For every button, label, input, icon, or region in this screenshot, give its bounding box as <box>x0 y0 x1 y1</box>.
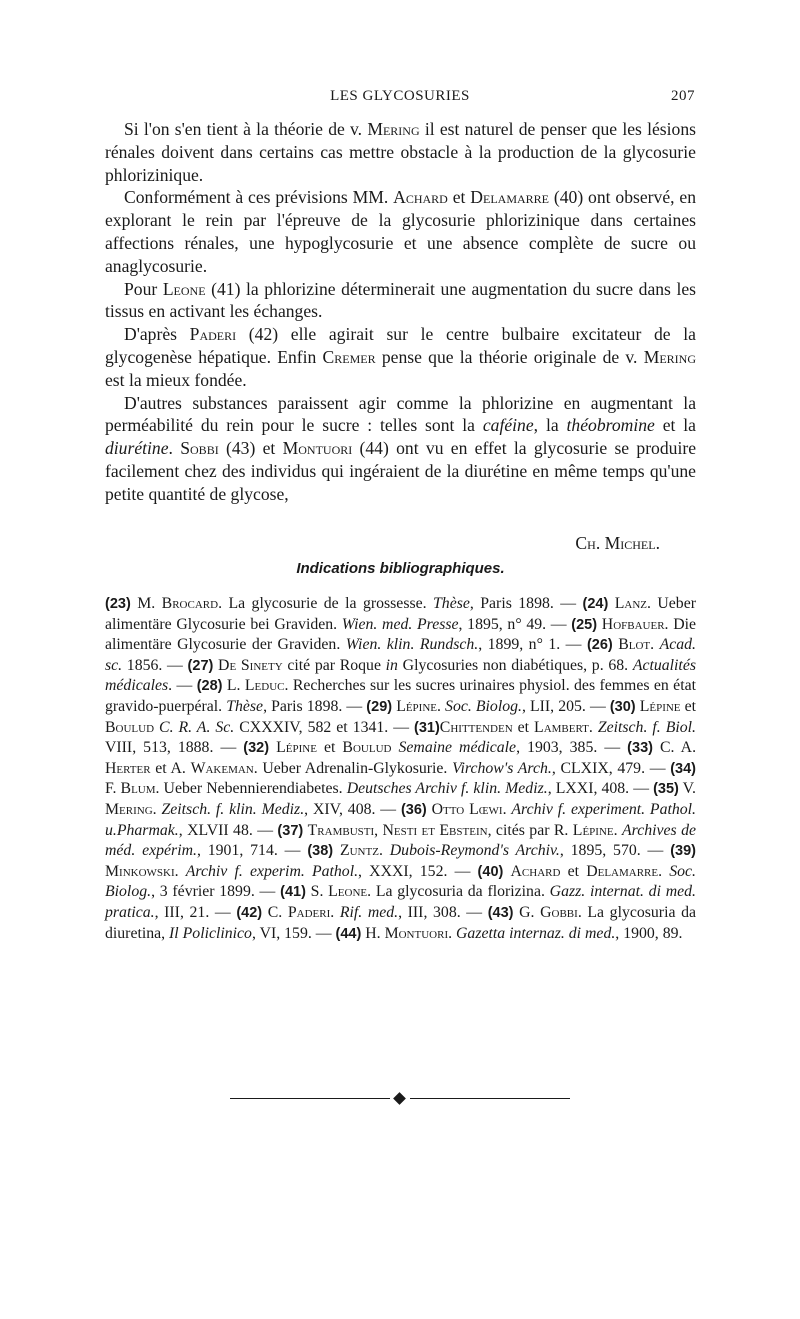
reference-number: (28) <box>196 678 223 695</box>
reference-number: (40) <box>477 863 504 880</box>
text-run: . <box>378 842 390 860</box>
text-run: cité par Roque <box>282 656 386 674</box>
text-run: D'autres substances paraissent agir comme la phlorizine en augmentant la perméabilité du rein pour le sucre : telles sont la <box>105 392 696 436</box>
text-run: , cités par R. <box>487 821 573 839</box>
text-run: , 1903, 385. — <box>516 739 628 757</box>
text-run: . <box>168 438 181 459</box>
text-run: et <box>512 718 535 736</box>
reference-number: (34) <box>670 760 697 777</box>
author-name: Blot <box>618 636 651 654</box>
author-name: Cremer <box>322 346 376 367</box>
text-run: , 1895, n° 49. — <box>458 615 572 633</box>
text-run: , 1899, n° 1. — <box>478 636 587 654</box>
text-run: D'après <box>124 324 190 345</box>
author-name: Montuori <box>384 924 449 942</box>
text-run: , Paris 1898. — <box>263 697 367 715</box>
author-name: Mering <box>367 119 420 139</box>
reference-number: (33) <box>627 740 653 757</box>
author-name: Leone <box>328 883 368 901</box>
text-run: C. <box>262 903 288 921</box>
author-name: Minkowski <box>105 862 175 880</box>
text-run: , III, 21. — <box>154 903 237 921</box>
text-run: et <box>316 739 343 757</box>
text-run: il est naturel de penser que les lésions rénales doivent dans certains cas mettre obstacle à la production de la glycosurie phlorizinique. <box>105 119 696 185</box>
author-name: Lépine <box>572 821 614 839</box>
text-run: H. <box>361 924 385 942</box>
author-name: Achard <box>510 862 561 880</box>
author-name: Otto Lœwi <box>431 800 503 818</box>
text-run: , 3 février 1899. — <box>151 883 281 901</box>
text-run: . La glycosuria da florizina. <box>367 883 550 901</box>
reference-number: (27) <box>187 657 214 674</box>
publication-title: Il Policlinico <box>169 924 252 942</box>
text-run: , LII, 205. — <box>521 697 610 715</box>
text-run: pense que la théorie originale de v. <box>375 346 644 367</box>
text-run: et la <box>654 415 696 436</box>
bibliography-heading: Indications bibliographiques. <box>296 560 505 577</box>
reference-number: (39) <box>670 843 696 860</box>
author-name: De Sinety <box>218 656 283 674</box>
publication-title: Gazetta internaz. di med. <box>456 924 616 942</box>
text-run: . Ueber Adrenalin-Glykosurie. <box>253 759 453 777</box>
author-name: Gobbi <box>540 903 578 921</box>
author-name: Hofbauer <box>601 615 665 633</box>
text-run: , XXXI, 152. — <box>358 862 478 880</box>
author-signature: Ch. Michel. <box>575 533 660 553</box>
author-name: Achard <box>393 187 448 208</box>
text-run: . La glycosuria da diuretina, <box>105 903 696 942</box>
text-run: . <box>174 862 186 880</box>
text-run: . <box>650 636 660 654</box>
author-name: Paderi <box>287 903 331 921</box>
paragraph-3 <box>105 278 696 324</box>
running-title: LES GLYCOSURIES <box>330 88 470 104</box>
publication-title: Archiv f. experiment. Pathol. u.Pharmak. <box>105 800 696 839</box>
publication-title: in <box>385 656 398 674</box>
text-run <box>333 842 340 859</box>
reference-number: (35) <box>653 781 679 798</box>
text-run: , III, 308. — <box>398 903 488 921</box>
author-name: Sobbi <box>180 438 219 459</box>
author-name: Zuntz <box>339 842 379 860</box>
publication-title: Wien. med. Presse <box>341 615 459 633</box>
publication-title: Rif. med. <box>339 903 399 921</box>
text-run: est la mieux fondée. <box>105 369 247 390</box>
reference-number: (31) <box>414 719 440 736</box>
diamond-icon <box>393 1092 406 1105</box>
text-run: (41) la phlorizine déterminerait une augmentation du sucre dans les tissus en activant les échanges. <box>105 278 697 322</box>
text-run: F. <box>105 780 121 798</box>
publication-title: Thèse <box>433 595 470 612</box>
text-run: L. <box>222 677 245 695</box>
ornament-rule-left <box>230 1098 390 1099</box>
text-run: Glycosuries non diabétiques, p. 68. <box>397 656 633 674</box>
substance-name: caféine <box>482 415 534 436</box>
text-run: . Ueber alimentäre Glycosurie bei Graviden. <box>105 595 696 633</box>
text-run: , Paris 1898. — <box>469 595 583 612</box>
text-run: , la <box>533 415 567 436</box>
text-run: S. <box>305 883 329 901</box>
text-run: , CLXIX, 479. — <box>551 759 671 777</box>
author-name: Paderi <box>189 324 237 345</box>
text-run: . <box>437 697 446 715</box>
text-run: . <box>152 800 162 818</box>
text-run: Pour <box>124 278 163 299</box>
reference-number: (26) <box>586 637 613 654</box>
text-run: . <box>658 862 670 880</box>
text-run: , XLVII 48. — <box>178 821 278 839</box>
text-run <box>391 739 398 756</box>
text-run: , LXXI, 408. — <box>547 780 654 798</box>
text-run: Conformément à ces prévisions MM. <box>124 187 394 208</box>
page-number: 207 <box>671 88 695 104</box>
text-run: CXXXIV, 582 et 1341. — <box>234 718 414 736</box>
text-run: , 1895, 570. — <box>559 842 671 860</box>
substance-name: diurétine <box>105 438 169 459</box>
publication-title: C. R. A. Sc. <box>159 718 235 736</box>
reference-number: (30) <box>609 698 636 715</box>
author-name: Lambert <box>534 718 589 736</box>
text-run: , VI, 159. — <box>251 924 336 942</box>
body-text <box>105 118 696 506</box>
publication-title: Soc. Biolog. <box>105 862 696 901</box>
author-name: Wakeman <box>190 759 254 777</box>
publication-title: Soc. Biolog. <box>445 697 522 715</box>
author-name: Blum <box>120 780 156 798</box>
author-name: Delamarre <box>470 187 550 208</box>
text-run: G. <box>513 903 541 921</box>
text-run: et A. <box>150 759 191 777</box>
author-name: Herter <box>105 759 151 777</box>
reference-number: (41) <box>280 884 306 901</box>
reference-number: (44) <box>335 925 362 942</box>
text-run: . Ueber Nebennierendiabetes. <box>155 780 347 798</box>
text-run: (40) ont observé, en explorant le rein par l'épreuve de la glycosurie phlorizinique dans certaines affections rénales, une hypoglycosurie et une absence complète de sucre ou anaglycosurie. <box>105 187 696 276</box>
text-run: , XIV, 408. — <box>304 800 401 818</box>
text-run: et <box>447 187 471 208</box>
reference-number: (32) <box>243 740 270 757</box>
text-run: (42) elle agirait sur le centre bulbaire excitateur de la glycogenèse hépatique. Enfin <box>105 324 696 367</box>
text-run: . — <box>168 677 197 695</box>
end-ornament <box>230 1092 570 1106</box>
text-run: (44) ont vu en effet la glycosurie se produire facilement chez des individus qui ingéraient de la diurétine en même temps qu'une petite quantité de glycose, <box>105 438 696 504</box>
text-run: , 1901, 714. — <box>196 842 308 860</box>
text-run: . <box>588 718 598 736</box>
text-run: V. <box>678 780 696 798</box>
author-name: Boulud <box>342 739 392 757</box>
text-run: . Recherches sur les sucres urinaires physiol. des femmes en état gravido-puerpéral. <box>105 677 696 715</box>
text-run: . <box>613 821 622 839</box>
ornament-rule-right <box>410 1098 570 1099</box>
author-name: Leone <box>162 278 206 299</box>
author-name: Brocard <box>161 595 219 612</box>
text-run: . Die alimentäre Glycosurie der Graviden. <box>105 615 697 654</box>
author-name: Mering <box>643 346 697 367</box>
reference-number: (29) <box>366 698 393 715</box>
paragraph-2 <box>105 186 696 277</box>
publication-title: Archives de méd. expérim. <box>105 821 696 860</box>
bibliography-text <box>105 594 696 944</box>
text-run: . <box>330 903 340 921</box>
publication-title: Dubois-Reymond's Archiv. <box>389 842 560 860</box>
paragraph-4 <box>105 323 696 391</box>
publication-title: Gazz. internat. di med. pratica. <box>105 883 696 921</box>
publication-title: Thèse <box>226 697 264 715</box>
reference-number: (36) <box>400 801 427 818</box>
reference-number: (25) <box>571 616 598 633</box>
running-header <box>105 88 695 110</box>
publication-title: Zeitsch. f. klin. Mediz. <box>161 800 305 818</box>
text-run: , 1900, 89. <box>615 924 683 942</box>
author-name: Lépine <box>639 697 681 715</box>
text-run: . <box>448 924 457 942</box>
text-run: M. <box>130 595 162 612</box>
author-name: Leduc <box>244 677 285 695</box>
publication-title: Zeitsch. f. Biol. <box>597 718 697 736</box>
text-run: 1856. — <box>122 656 188 674</box>
reference-number: (23) <box>105 596 131 612</box>
text-run: et <box>680 697 697 715</box>
text-run: VIII, 513, 1888. — <box>105 739 244 757</box>
author-name: Trambusti, Nesti et Ebstein <box>307 821 488 839</box>
reference-number: (38) <box>307 843 334 860</box>
text-run: C. A. <box>652 739 697 757</box>
publication-title: Virchow's Arch. <box>452 759 552 777</box>
paragraph-1 <box>105 118 696 186</box>
reference-number: (37) <box>277 822 304 839</box>
author-name: Delamarre <box>586 862 659 880</box>
publication-title: Wien. klin. Rundsch. <box>345 636 479 654</box>
publication-title: Actualités médicales <box>105 656 696 695</box>
text-run: et <box>560 862 587 880</box>
reference-number: (24) <box>582 596 609 612</box>
author-name: Boulud <box>105 718 155 736</box>
text-run: Si l'on s'en tient à la théorie de v. <box>124 119 368 139</box>
publication-title: Archiv f. experim. Pathol. <box>185 862 359 880</box>
author-name: Lépine <box>396 697 437 715</box>
text-run: (43) et <box>218 438 283 459</box>
text-run: . La glycosurie de la grossesse. <box>218 595 434 612</box>
author-name: Chittenden <box>439 718 513 736</box>
author-name: Mering <box>105 800 153 818</box>
text-run: . <box>502 800 512 818</box>
substance-name: théobromine <box>566 415 655 436</box>
author-name: Montuori <box>282 438 353 459</box>
text-run <box>503 863 510 880</box>
publication-title: Deutsches Archiv f. klin. Mediz. <box>346 780 548 798</box>
reference-number: (42) <box>236 904 263 921</box>
paragraph-5 <box>105 392 696 506</box>
publication-title: Semaine médicale <box>398 739 517 757</box>
bibliography <box>105 594 696 944</box>
author-name: Lépine <box>276 739 317 757</box>
publication-title: Acad. sc. <box>105 636 696 674</box>
author-name: Lanz <box>614 595 647 612</box>
reference-number: (43) <box>487 904 514 921</box>
